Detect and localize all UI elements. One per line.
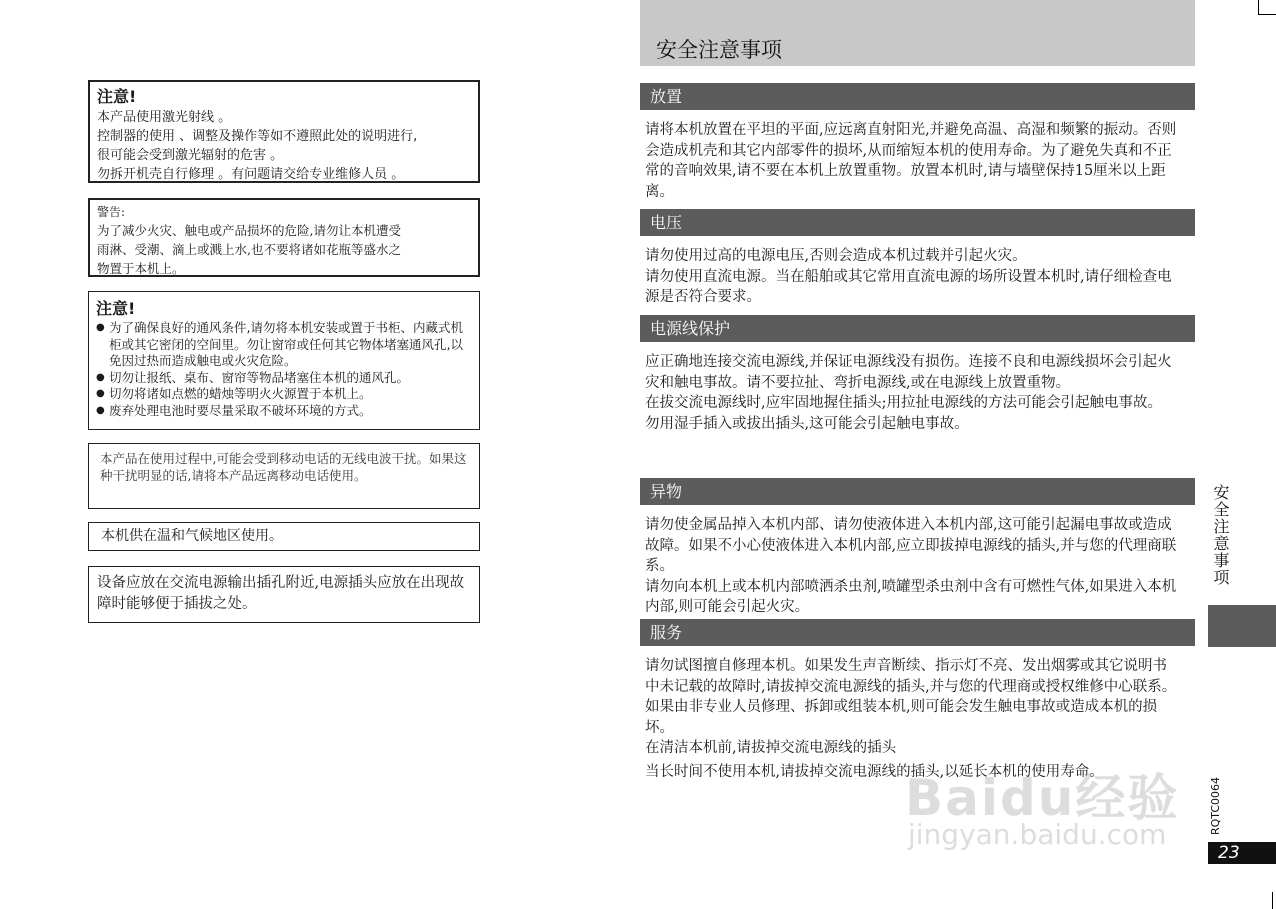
ventilation-caution-heading: 注意! — [96, 299, 136, 318]
laser-caution-heading: 注意! — [97, 87, 137, 106]
caution-item: ● 切勿将诸如点燃的蜡烛等明火火源置于本机上。 — [96, 386, 472, 403]
title-band — [640, 0, 1195, 66]
section-paragraph: 勿用湿手插入或拔出插头,这可能会引起触电事故。 — [645, 415, 969, 432]
section-paragraph: 请勿向本机上或本机内部喷洒杀虫剂,喷罐型杀虫剂中含有可燃性气体,如果进入本机内部,则可能会引起火灾。 — [645, 578, 1177, 615]
page-title: 安全注意事项 — [656, 38, 782, 62]
laser-line-2: 控制器的使用 、调整及操作等如不遵照此处的说明进行, — [97, 129, 418, 144]
crop-mark-top — [1258, 0, 1259, 14]
laser-caution-box — [88, 80, 480, 183]
warning-line-1: 为了减少火灾、触电或产品损坏的危险,请勿让本机遭受 — [97, 223, 401, 238]
section-voltage — [640, 209, 1195, 308]
warning-heading: 警告: — [97, 205, 126, 219]
plug-location-box — [88, 566, 480, 623]
section-power-cord — [640, 315, 1195, 434]
section-paragraph: 请勿使用过高的电源电压,否则会造成本机过载并引起火灾。 — [645, 248, 1027, 264]
crop-mark-top-h — [1258, 14, 1276, 15]
side-tab-marker — [1208, 605, 1276, 647]
watermark-logo: Baidu经验 — [905, 769, 1180, 827]
section-paragraph: 请勿使用直流电源。当在船舶或其它常用直流电源的场所设置本机时,请仔细检查电源是否符合要求。 — [645, 268, 1172, 305]
section-body — [640, 505, 1195, 618]
section-body — [640, 342, 1195, 434]
document-code: RQTC0064 — [1209, 776, 1222, 835]
page-number: 23 — [1208, 842, 1276, 864]
plug-location-text: 设备应放在交流电源输出插孔附近,电源插头应放在出现故障时能够便于插拔之处。 — [97, 575, 465, 612]
crop-mark-bottom — [1272, 892, 1273, 909]
laser-line-4: 勿拆开机壳自行修理 。有问题请交给专业维修人员 。 — [97, 167, 405, 182]
warning-line-2: 雨淋、受潮、滴上或溅上水,也不要将诸如花瓶等盛水之 — [97, 242, 401, 257]
section-heading: 电源线保护 — [640, 315, 1195, 342]
section-placement — [640, 83, 1195, 202]
unplug-note: 当长时间不使用本机,请拔掉交流电源线的插头,以延长本机的使用寿命。 — [645, 764, 1104, 780]
section-body — [640, 110, 1195, 202]
section-paragraph: 应正确地连接交流电源线,并保证电源线没有损伤。连接不良和电源线损坏会引起火灾和触电事故。请不要拉扯、弯折电源线,或在电源线上放置重物。 — [645, 354, 1172, 391]
section-paragraph: 请勿使金属品掉入本机内部、请勿使液体进入本机内部,这可能引起漏电事故或造成故障。如果不小心使液体进入本机内部,应立即拔掉电源线的插头,并与您的代理商联系。 — [645, 517, 1177, 574]
laser-line-3: 很可能会受到激光辐射的危害 。 — [97, 148, 284, 163]
section-heading: 放置 — [640, 83, 1195, 110]
climate-text: 本机供在温和气候地区使用。 — [101, 528, 283, 544]
section-service — [640, 619, 1195, 759]
interference-text: 本产品在使用过程中,可能会受到移动电话的无线电波干扰。如果这种干扰明显的话,请将本产品远离移动电话使用。 — [100, 451, 467, 483]
section-paragraph: 请勿试图擅自修理本机。如果发生声音断续、指示灯不亮、发出烟雾或其它说明书中未记载的故障时,请拔掉交流电源线的插头,并与您的代理商或授权维修中心联系。如果由非专业人员修理、拆卸或组装本机,则可能会发生触电事故或造成本机的损坏。 — [645, 658, 1177, 736]
climate-box — [88, 522, 480, 551]
section-paragraph: 在拔交流电源线时,应牢固地握住插头;用拉扯电源线的方法可能会引起触电事故。 — [645, 395, 1162, 411]
section-heading: 服务 — [640, 619, 1195, 646]
watermark-url: jingyan.baidu.com — [908, 818, 1167, 851]
caution-list — [96, 320, 472, 419]
section-body — [640, 236, 1195, 308]
section-paragraph: 在清洁本机前,请拔掉交流电源线的插头 — [645, 740, 897, 756]
interference-box — [88, 443, 480, 509]
section-heading: 异物 — [640, 478, 1195, 505]
section-paragraph: 请将本机放置在平坦的平面,应远离直射阳光,并避免高温、高湿和频繁的振动。否则会造成机壳和其它内部零件的损坏,从而缩短本机的使用寿命。为了避免失真和不正常的音响效果,请不要在本机上放置重物。放置本机时,请与墙壁保持15厘米以上距离。 — [645, 122, 1177, 200]
warning-box — [88, 198, 480, 277]
section-heading: 电压 — [640, 209, 1195, 236]
ventilation-caution-box — [88, 291, 480, 430]
caution-item: ● 切勿让报纸、桌布、窗帘等物品堵塞住本机的通风孔。 — [96, 370, 472, 387]
side-section-label: 安全注意事项 — [1211, 484, 1230, 586]
section-body — [640, 646, 1195, 759]
laser-line-1: 本产品使用激光射线 。 — [97, 110, 232, 125]
warning-line-3: 物置于本机上。 — [97, 261, 185, 276]
caution-item: ● 废弃处理电池时要尽量采取不破坏环境的方式。 — [96, 403, 472, 420]
caution-item: ● 为了确保良好的通风条件,请勿将本机安装或置于书柜、内藏式机柜或其它密闭的空间里。勿让窗帘或任何其它物体堵塞通风孔,以免因过热而造成触电或火灾危险。 — [96, 320, 472, 370]
section-foreign-objects — [640, 478, 1195, 618]
